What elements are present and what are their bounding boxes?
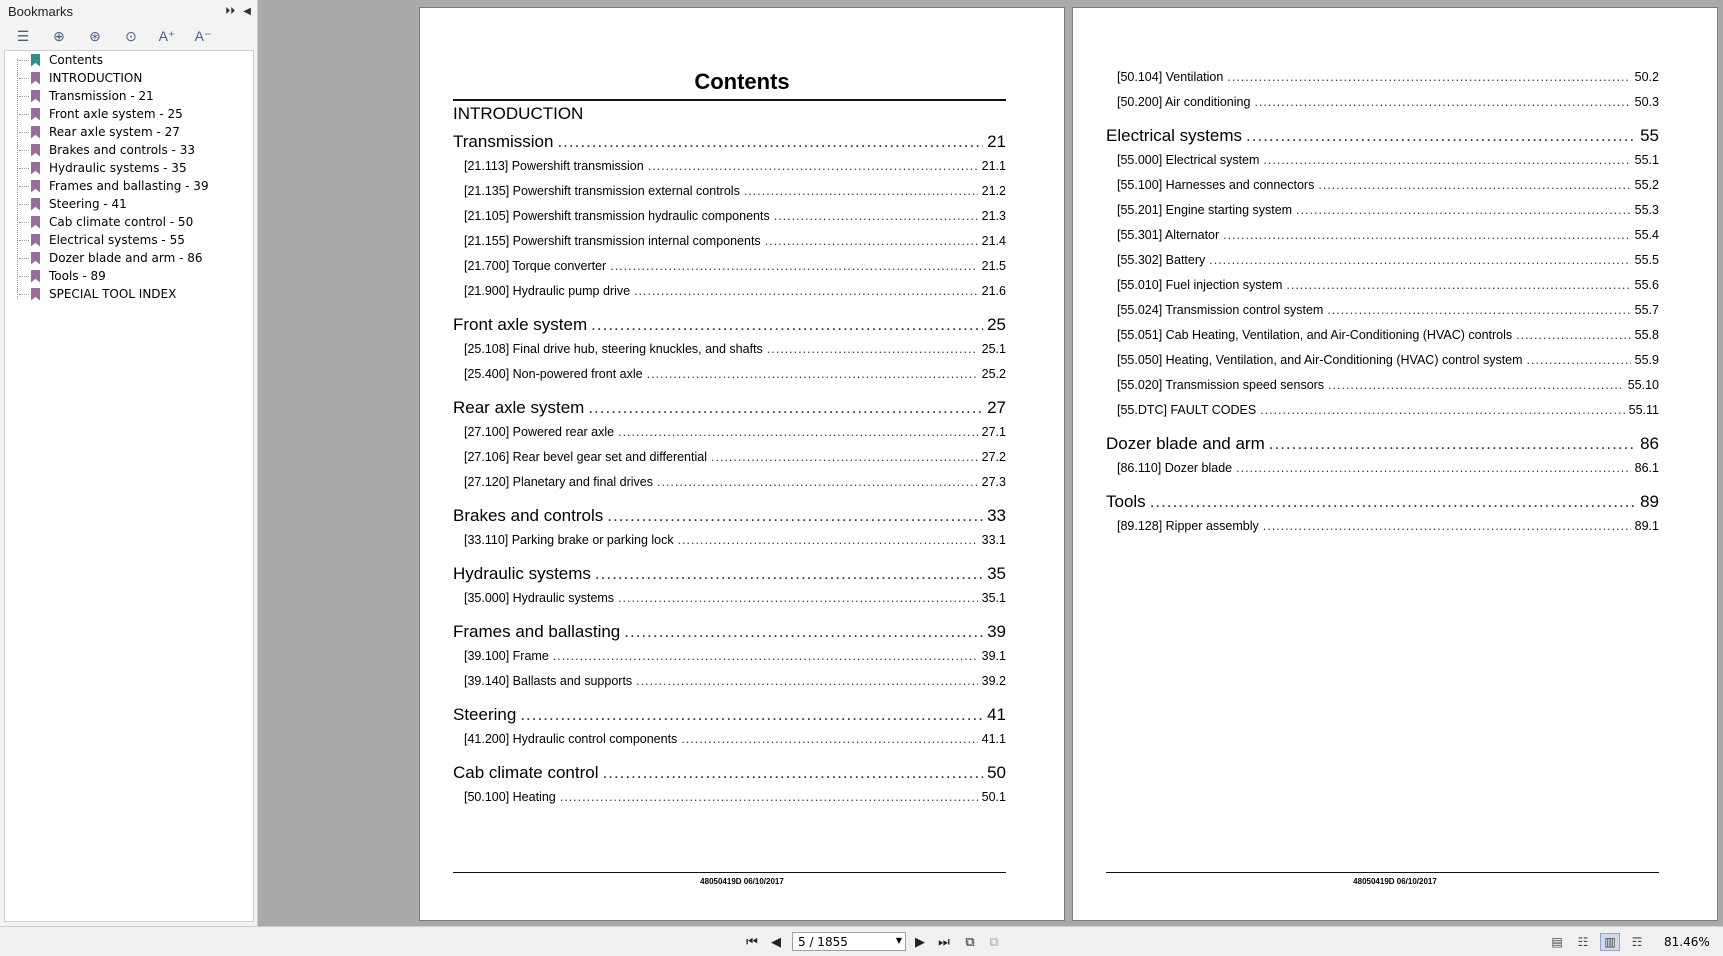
bookmark-item[interactable] [19,285,176,303]
toc-label: [50.104] Ventilation [1117,70,1224,84]
toc-label: [21.900] Hydraulic pump drive [464,284,631,298]
toc-page-number: 33.1 [981,533,1006,547]
toc-page-number: 25.2 [981,367,1006,381]
bookmark-label: Steering - 41 [49,197,127,211]
toc-section[interactable] [453,674,1006,692]
toc-section[interactable] [1106,95,1659,113]
toc-section[interactable] [1106,461,1659,479]
bookmark-label: Dozer blade and arm - 86 [49,251,203,265]
bookmarks-title: Bookmarks [8,3,74,19]
expand-icon[interactable]: ⏵⏵ [225,5,236,17]
bookmark-label: Tools - 89 [49,269,106,283]
toc-leader [1254,95,1630,109]
toc-section[interactable] [453,732,1006,750]
bookmark-icon [31,54,40,67]
toc-chapter[interactable] [453,132,1006,156]
toc-leader [1150,492,1636,512]
toc-label: Transmission [453,132,554,151]
tree-connector [19,258,29,259]
toc-page-number: 55.3 [1634,203,1659,217]
title-rule [453,99,1006,101]
pdf-page-right [1072,7,1718,921]
tree-connector [19,60,29,61]
toc-leader [1286,278,1630,292]
bookmark-label: Frames and ballasting - 39 [49,179,209,193]
bookmark-item[interactable] [19,51,103,69]
toc-page-number: 55.5 [1634,253,1659,267]
toc-leader [610,259,977,273]
toc-section[interactable] [453,209,1006,227]
toc-leader [591,315,983,335]
toc-leader [595,564,983,584]
toc-section[interactable] [1106,153,1659,171]
bookmark-icon [31,234,40,247]
chevron-down-icon[interactable]: ▼ [895,936,902,945]
toc-section[interactable] [453,425,1006,443]
toc-label: Dozer blade and arm [1106,434,1265,453]
toc-leader [636,674,977,688]
bookmark-label: SPECIAL TOOL INDEX [49,287,177,301]
bookmark-label: Transmission - 21 [49,89,154,103]
toc-section[interactable] [1106,519,1659,537]
toc-leader [1246,126,1636,146]
toc-leader [1516,328,1631,342]
toc-leader [681,732,977,746]
toc-chapter[interactable] [453,315,1006,339]
zoom-level[interactable]: 81.46% [1664,935,1710,949]
single-page-view-icon[interactable]: ▤ [1551,935,1563,949]
bookmark-icon [31,198,40,211]
toc-section[interactable] [1106,303,1659,321]
bookmark-icon [31,108,40,121]
toc-label: [55.100] Harnesses and connectors [1117,178,1315,192]
toc-page-number: 55.8 [1634,328,1659,342]
toc-page-number: 27.1 [981,425,1006,439]
toc-leader [553,649,978,663]
toc-label: [55.DTC] FAULT CODES [1117,403,1257,417]
bookmarks-toolbar [0,22,257,50]
bookmark-item[interactable] [19,87,154,105]
toc-section[interactable] [453,259,1006,277]
bookmark-icon [31,270,40,283]
toc-leader [588,398,983,418]
toc-chapter[interactable] [1106,492,1659,516]
expand-bookmark-icon[interactable]: ⊕ [53,27,65,44]
toc-label: [55.201] Engine starting system [1117,203,1293,217]
bookmark-options-icon[interactable]: ☰ [16,27,30,44]
toc-leader [1263,153,1630,167]
toc-section[interactable] [1106,253,1659,271]
bookmark-icon [31,216,40,229]
tree-connector [19,294,29,295]
toc-chapter[interactable] [453,564,1006,588]
bookmark-icon [31,162,40,175]
bookmark-label: Rear axle system - 27 [49,125,180,139]
toc-label: [55.000] Electrical system [1117,153,1260,167]
toc-leader [1260,403,1624,417]
toc-label: [55.050] Heating, Ventilation, and Air-Conditioning (HVAC) control system [1117,353,1523,367]
toc-chapter[interactable] [453,398,1006,422]
bookmark-item[interactable] [19,159,187,177]
toc-leader [1223,228,1631,242]
toc-label: Brakes and controls [453,506,604,525]
toc-page-number: 35 [987,564,1006,583]
tree-connector [19,78,29,79]
increase-text-size-icon[interactable]: A⁺ [158,27,176,44]
toc-page-number: 55.7 [1634,303,1659,317]
bookmark-icon [31,126,40,139]
toc-leader [647,367,978,381]
toc-page-number: 25.1 [981,342,1006,356]
tree-connector [19,240,29,241]
bookmark-icon [31,288,40,301]
toc-leader [607,506,983,526]
tree-connector [19,204,29,205]
tree-connector [19,186,29,187]
toc-leader [603,763,984,783]
tree-connector [19,150,29,151]
toc-section[interactable] [453,649,1006,667]
facing-view-icon[interactable]: ▥ [1600,933,1620,951]
toc-leader [1209,253,1630,267]
bookmark-label: Hydraulic systems - 35 [49,161,187,175]
bookmark-icon [31,252,40,265]
toc-chapter[interactable] [453,506,1006,530]
toc-page-number: 50 [987,763,1006,782]
toc-page-number: 35.1 [981,591,1006,605]
toc-section[interactable] [453,284,1006,302]
next-view-icon[interactable]: ⧉ [989,934,999,949]
toc-label: [55.024] Transmission control system [1117,303,1324,317]
toc-leader [520,705,983,725]
toc-chapter[interactable] [453,763,1006,787]
toc-section[interactable] [453,159,1006,177]
tree-connector [19,168,29,169]
toc-leader [618,425,978,439]
toc-page-number: 25 [987,315,1006,334]
page-number-input[interactable] [792,932,906,951]
bookmark-label: Brakes and controls - 33 [49,143,195,157]
toc-leader [678,533,978,547]
toc-section[interactable] [1106,353,1659,371]
toc-leader [774,209,978,223]
toc-label: [55.051] Cab Heating, Ventilation, and Air-Conditioning (HVAC) controls [1117,328,1513,342]
toc-leader [1328,378,1624,392]
toc-page-number: 55.9 [1634,353,1659,367]
footer-rule [1106,872,1659,873]
toc-label: [27.106] Rear bevel gear set and differential [464,450,707,464]
toc-section[interactable] [453,790,1006,808]
toc-section[interactable] [1106,178,1659,196]
tree-connector [19,276,29,277]
bookmark-label: Contents [49,53,103,67]
toc-page-number: 55 [1640,126,1659,145]
toc-label: Cab climate control [453,763,599,782]
toc-leader [648,159,978,173]
toc-page-number: 27 [987,398,1006,417]
toc-label: [25.108] Final drive hub, steering knuckles, and shafts [464,342,763,356]
bookmark-icon [31,180,40,193]
toc-section[interactable] [453,475,1006,493]
toc-label: Rear axle system [453,398,585,417]
bookmark-item[interactable] [19,195,127,213]
toc-page-number: 55.2 [1634,178,1659,192]
bookmark-item[interactable] [19,177,209,195]
toc-section[interactable] [1106,278,1659,296]
toc-label: Tools [1106,492,1146,511]
toc-label: [89.128] Ripper assembly [1117,519,1259,533]
tree-connector [19,96,29,97]
bookmarks-header [0,0,257,22]
bookmark-item[interactable] [19,105,183,123]
toc-label: [41.200] Hydraulic control components [464,732,678,746]
toc-leader [634,284,978,298]
toc-section[interactable] [453,367,1006,385]
toc-leader [765,234,978,248]
toc-leader [657,475,978,489]
toc-chapter[interactable] [1106,126,1659,150]
first-page-icon[interactable]: ⏮ [746,934,758,949]
toc-page-number: 89 [1640,492,1659,511]
toc-leader [1236,461,1631,475]
toc-page-number: 55.1 [1634,153,1659,167]
toc-section[interactable] [1106,328,1659,346]
toc-page-number: 27.2 [981,450,1006,464]
toc-leader [1327,303,1630,317]
bookmark-item[interactable] [19,123,180,141]
document-code: 48050419D 06/10/2017 [1353,877,1437,886]
toc-label: [50.200] Air conditioning [1117,95,1251,109]
toc-intro-label: INTRODUCTION [453,104,584,123]
bookmark-item[interactable] [19,213,193,231]
toc-leader [624,622,983,642]
toc-page-number: 39.2 [981,674,1006,688]
toc-section[interactable] [1106,378,1659,396]
toc-page-number: 21.3 [981,209,1006,223]
bookmark-icon [31,72,40,85]
tree-connector [19,132,29,133]
continuous-facing-view-icon[interactable]: ☶ [1631,935,1643,949]
toc-label: [39.100] Frame [464,649,549,663]
toc-label: [27.100] Powered rear axle [464,425,615,439]
toc-page-number: 41 [987,705,1006,724]
toc-page-number: 21.1 [981,159,1006,173]
toc-label: [21.113] Powershift transmission [464,159,644,173]
toc-intro[interactable] [453,104,1006,128]
toc-label: [39.140] Ballasts and supports [464,674,633,688]
toc-page-number: 27.3 [981,475,1006,489]
toc-label: [21.135] Powershift transmission external controls [464,184,740,198]
pdf-page-left [419,7,1065,921]
bookmark-item[interactable] [19,249,203,267]
toc-chapter[interactable] [453,705,1006,729]
toc-leader [1318,178,1630,192]
document-code: 48050419D 06/10/2017 [700,877,784,886]
add-bookmark-icon[interactable]: ⊛ [89,27,101,44]
bookmark-item[interactable] [19,231,185,249]
bookmark-label: Electrical systems - 55 [49,233,185,247]
toc-page-number: 55.4 [1634,228,1659,242]
toc-page-number: 41.1 [981,732,1006,746]
bookmark-item[interactable] [19,267,106,285]
toc-label: Hydraulic systems [453,564,591,583]
toc-label: Frames and ballasting [453,622,621,641]
toc-label: [55.010] Fuel injection system [1117,278,1283,292]
toc-leader [1263,519,1631,533]
last-page-icon[interactable]: ⏭ [938,934,950,949]
bookmark-icon [31,90,40,103]
toc-section[interactable] [1106,228,1659,246]
toc-leader [1296,203,1631,217]
bookmark-icon [31,144,40,157]
bookmark-label: INTRODUCTION [49,71,143,85]
toc-page-number: 39 [987,622,1006,641]
status-bar [0,926,1723,956]
toc-label: [86.110] Dozer blade [1117,461,1233,475]
tree-guide-line [17,59,18,299]
toc-label: [27.120] Planetary and final drives [464,475,654,489]
footer-rule [453,872,1006,873]
toc-chapter[interactable] [453,622,1006,646]
toc-section[interactable] [453,450,1006,468]
page-title: Contents [694,69,790,94]
toc-leader [618,591,978,605]
toc-label: [21.700] Torque converter [464,259,607,273]
toc-label: [21.155] Powershift transmission internal components [464,234,761,248]
toc-leader [1527,353,1631,367]
toc-label: [50.100] Heating [464,790,556,804]
toc-section[interactable] [453,591,1006,609]
toc-label: Electrical systems [1106,126,1243,145]
toc-section[interactable] [1106,403,1659,421]
toc-page-number: 21.2 [981,184,1006,198]
toc-page-number: 50.2 [1634,70,1659,84]
toc-page-number: 21.4 [981,234,1006,248]
bookmark-label: Cab climate control - 50 [49,215,194,229]
bookmark-label: Front axle system - 25 [49,107,183,121]
tree-connector [19,222,29,223]
collapse-panel-icon[interactable]: ◀ [243,5,251,17]
toc-label: Steering [453,705,517,724]
toc-leader [744,184,978,198]
toc-page-number: 21 [987,132,1006,151]
bookmarks-panel [0,0,258,926]
toc-page-number: 33 [987,506,1006,525]
toc-leader [1227,70,1630,84]
toc-leader [767,342,978,356]
page-number-value: 5 / 1855 [798,934,848,949]
bookmark-tree [4,50,254,922]
toc-page-number: 86.1 [1634,461,1659,475]
toc-section[interactable] [1106,70,1659,88]
toc-section[interactable] [1106,203,1659,221]
toc-label: [55.302] Battery [1117,253,1206,267]
toc-section[interactable] [453,342,1006,360]
toc-section[interactable] [453,234,1006,252]
toc-label: [33.110] Parking brake or parking lock [464,533,674,547]
decrease-text-size-icon[interactable]: A⁻ [194,27,212,44]
toc-page-number: 55.11 [1628,403,1659,417]
toc-page-number: 55.6 [1634,278,1659,292]
toc-page-number: 21.6 [981,284,1006,298]
toc-label: [21.105] Powershift transmission hydraulic components [464,209,770,223]
toc-page-number: 39.1 [981,649,1006,663]
prev-page-icon[interactable]: ◀ [771,934,781,949]
next-page-icon[interactable]: ▶ [915,934,925,949]
toc-label: [25.400] Non-powered front axle [464,367,643,381]
document-viewport[interactable] [258,0,1723,926]
continuous-view-icon[interactable]: ☷ [1577,935,1589,949]
toc-chapter[interactable] [1106,434,1659,458]
previous-view-icon[interactable]: ⧉ [965,934,975,949]
toc-page-number: 50.3 [1634,95,1659,109]
bookmark-item[interactable] [19,69,142,87]
toc-section[interactable] [453,184,1006,202]
toc-label: [35.000] Hydraulic systems [464,591,615,605]
toc-page-number: 55.10 [1627,378,1659,392]
toc-page-number: 86 [1640,434,1659,453]
toc-page-number: 50.1 [981,790,1006,804]
toc-leader [711,450,978,464]
toc-page-number: 89.1 [1634,519,1659,533]
tree-connector [19,114,29,115]
toc-label: [55.301] Alternator [1117,228,1220,242]
toc-page-number: 21.5 [981,259,1006,273]
find-bookmark-icon[interactable]: ⊙ [125,27,137,44]
toc-label: Front axle system [453,315,588,334]
toc-leader [557,132,983,152]
toc-leader [1269,434,1636,454]
toc-section[interactable] [453,533,1006,551]
toc-label: [55.020] Transmission speed sensors [1117,378,1325,392]
toc-leader [560,790,978,804]
bookmark-item[interactable] [19,141,195,159]
